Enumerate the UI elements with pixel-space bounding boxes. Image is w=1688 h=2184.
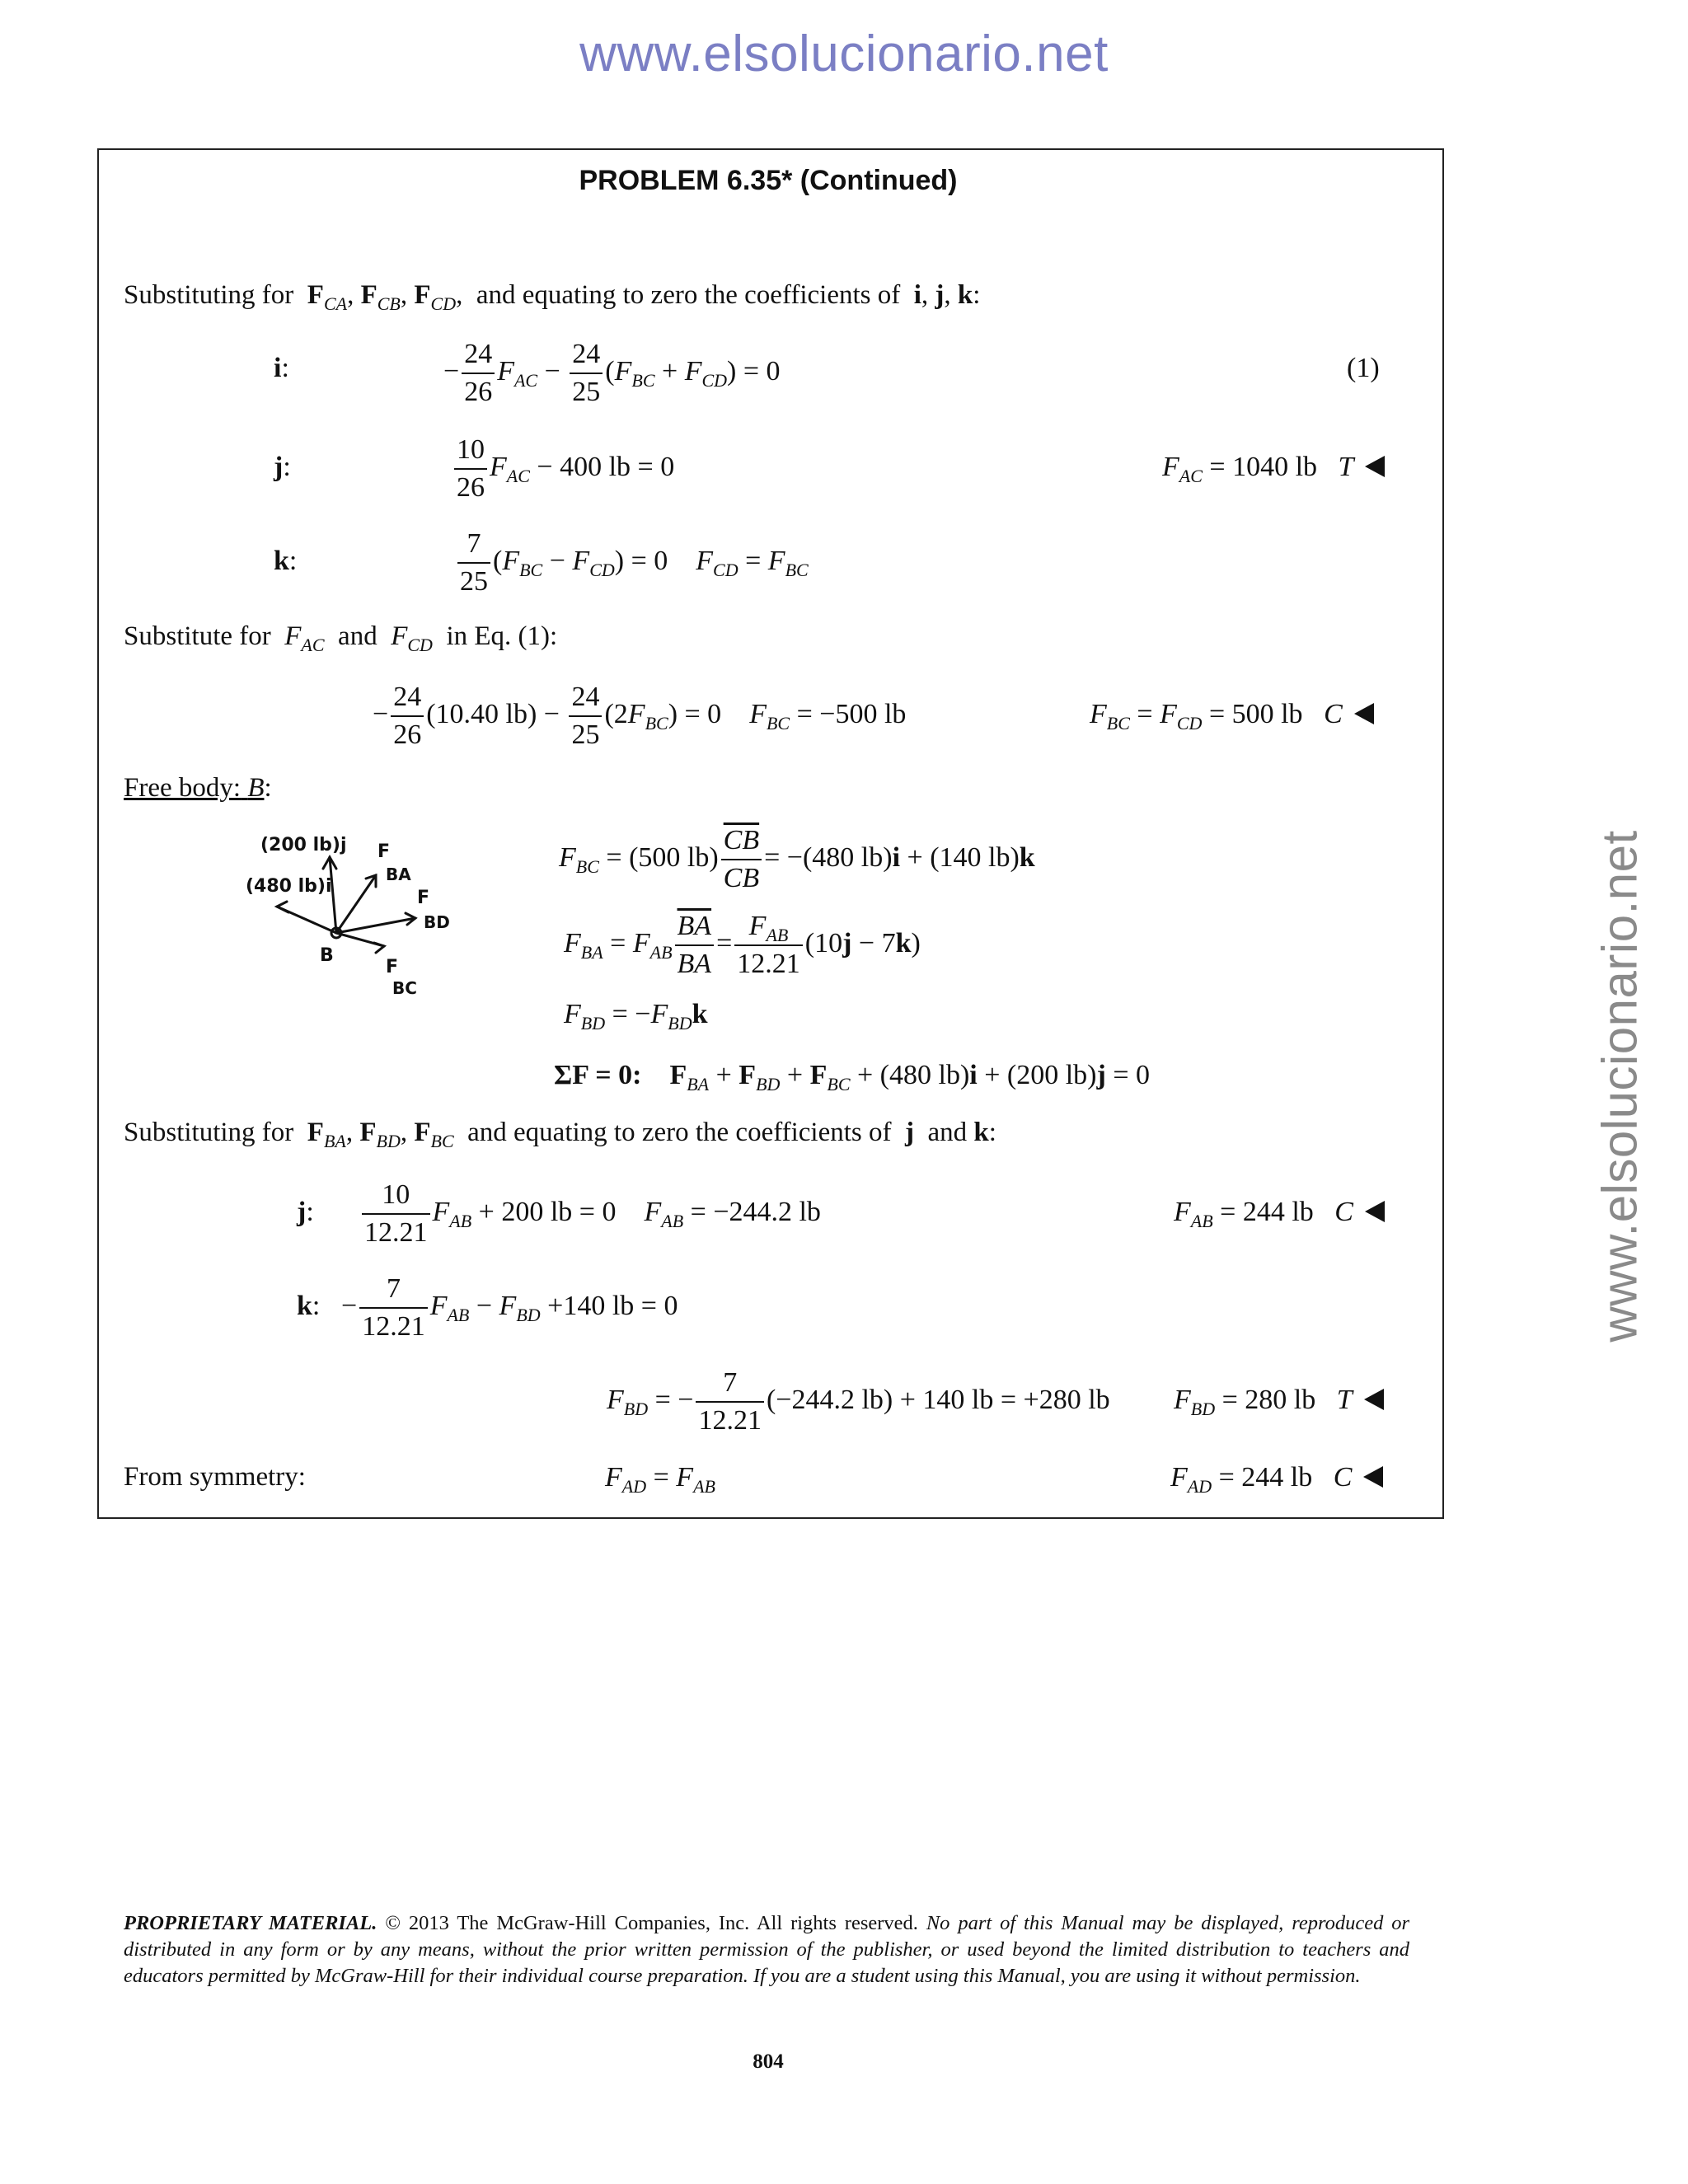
eq-sum-forces: ΣF = 0: $F_{BA} + F_{BD} + F_{BC} + (480$ lb)i + (200 lb)j = 0 [554,1060,1150,1094]
fraction: $\frac{\overline{CB}}{CB}$ [721,824,762,895]
force-symbol: F [414,280,431,310]
answer-marker-icon [1365,456,1385,477]
arrowhead-icon [277,902,288,912]
fraction: $\frac{7}{25}$ [457,527,490,598]
intro-text-1: Substituting for [124,280,294,310]
sketch-label-fba-sub: BA [386,865,411,884]
eq-k-label: k: [274,546,298,576]
answer-marker-icon [1363,1466,1383,1488]
result-fad: $F_{AD} = 244$ lb C [1170,1462,1383,1493]
symmetry-label: From symmetry: [124,1462,306,1492]
free-body-label: Free body: B: [124,773,272,803]
result-fbd: $F_{BD} = 280$ lb T [1174,1385,1384,1416]
copyright-notice: PROPRIETARY MATERIAL. © 2013 The McGraw-Hill Companies, Inc. All rights reserved. No part of this Manual may be displayed, reproduced or distributed in any form or by any means, without the prior written permission of the publisher, or used beyond the limited distribution to teachers and educators permitted by McGraw-Hill for their individual course preparation. If you are a student using this Manual, you are using it without permission. [124,1912,1410,1987]
subscript: CD [430,293,457,314]
sketch-label-fbc: F [386,957,399,977]
fraction: $\frac{24}{25}$ [569,681,602,752]
fraction: $\frac{F_{AB}}{12.21}$ [734,910,803,981]
fraction: $\frac{10}{26}$ [454,434,487,504]
free-body-sketch [244,832,475,1005]
eq-j: $\frac{10}{26}$ $F_{AC} - 400$ lb = 0 [452,434,674,504]
answer-marker-icon [1365,1201,1385,1222]
fraction: $\frac{\overline{BA}}{BA}$ [675,910,715,981]
fba-arrow [336,875,376,933]
fraction: $\frac{10}{12.21}$ [362,1179,430,1249]
sketch-label-fba: F [377,841,391,862]
result-fac: $F_{AC} = 1040$ lb T [1162,452,1385,483]
eq-i-tag: (1) [1347,353,1380,383]
fbd-arrow [336,918,415,933]
sketch-label-200: (200 lb)j [260,835,347,855]
sketch-label-480: (480 lb)i [246,876,332,897]
eq-i: − $\frac{24}{26}$ $F_{AC}$ − $\frac{24}{25}$ $(F_{BC} + F_{CD}) = 0$ [443,339,781,407]
unit-vector-j: j [935,280,945,310]
eq2-j-label: j: [297,1197,314,1227]
intro-text-2: and equating to zero the coefficients of [476,280,901,310]
intro-line: Substituting for $F_{CA}$, $F_{CB}$, $F_{CD}$, and equating to zero the coefficients of i, j, k: [124,280,981,314]
arrowhead-icon [374,943,384,953]
page-number: 804 [753,2050,784,2073]
fraction: $\frac{7}{12.21}$ [696,1366,764,1437]
eq-symmetry: $F_{AD} = F_{AB}$ [605,1462,715,1497]
eq-j-label: j: [274,452,291,482]
subscript: CA [323,293,348,314]
subscript: CB [377,293,401,314]
eq-i-label: i: [274,353,289,383]
eq2-k: − $\frac{7}{12.21}$ $F_{AB} - F_{BD} +140$ lb = 0 [341,1273,678,1342]
fraction: $\frac{24}{26}$ [391,681,424,752]
problem-title: PROBLEM 6.35* (Continued) [579,165,958,196]
watermark-side: www.elsolucionario.net [1592,830,1648,1343]
fraction: $\frac{24}{26}$ [462,338,495,409]
answer-marker-icon [1364,1389,1384,1410]
sketch-label-node: B [320,945,334,966]
eq2-j: $\frac{10}{12.21}$ $F_{AB} + 200$ lb = 0 $F_{AB} = -244.2$ lb [359,1179,821,1249]
eq-fbc-vector: $F_{BC} = (500$ lb) $\frac{\overline{CB}}{CB}$ = −(480 lb)i + (140 lb)k [559,825,1035,893]
result-fbc: $F_{BC} = F_{CD} = 500$ lb C [1090,699,1374,730]
fraction: $\frac{24}{25}$ [570,338,603,409]
watermark-top: www.elsolucionario.net [579,26,1109,82]
eq2-k-label: k: [297,1291,321,1321]
result-fab: $F_{AB} = 244$ lb C [1174,1197,1385,1228]
eq-fbd: $F_{BD}$ = − $\frac{7}{12.21}$ (−244.2 lb) + 140 lb = +280 lb [607,1367,1110,1436]
substitute-line: Substitute for $F_{AC}$ and $F_{CD}$ in Eq. (1): [124,621,558,655]
sketch-label-fbd-sub: BD [424,912,450,932]
fraction: $\frac{7}{12.21}$ [359,1272,428,1343]
answer-marker-icon [1354,703,1374,724]
eq-k: $\frac{7}{25}$ $(F_{BC} - F_{CD}) = 0$ $F_{CD} = F_{BC}$ [455,527,809,598]
intro2-line: Substituting for $F_{BA}$, $F_{BD}$, $F_{BC}$ and equating to zero the coefficients of j and k: [124,1118,996,1151]
unit-vector-i: i [913,280,921,310]
unit-vector-k: k [957,280,973,310]
sketch-label-fbc-sub: BC [392,978,417,998]
force-symbol: F [360,280,377,310]
eq-substituted: − $\frac{24}{26}$ (10.40 lb) − $\frac{24}{25}$ $(2F_{BC}) = 0$ $F_{BC} = -500$ lb [373,682,907,750]
force-symbol: F [307,280,324,310]
eq-fba-vector: $F_{BA} = F_{AB}$ $\frac{\overline{BA}}{BA}$ = $\frac{F_{AB}}{12.21}$ (10j − 7k) [564,911,921,979]
sketch-label-fbd: F [417,888,430,908]
eq-fbd-vector: $F_{BD} = -F_{BD}k$ [564,999,708,1033]
